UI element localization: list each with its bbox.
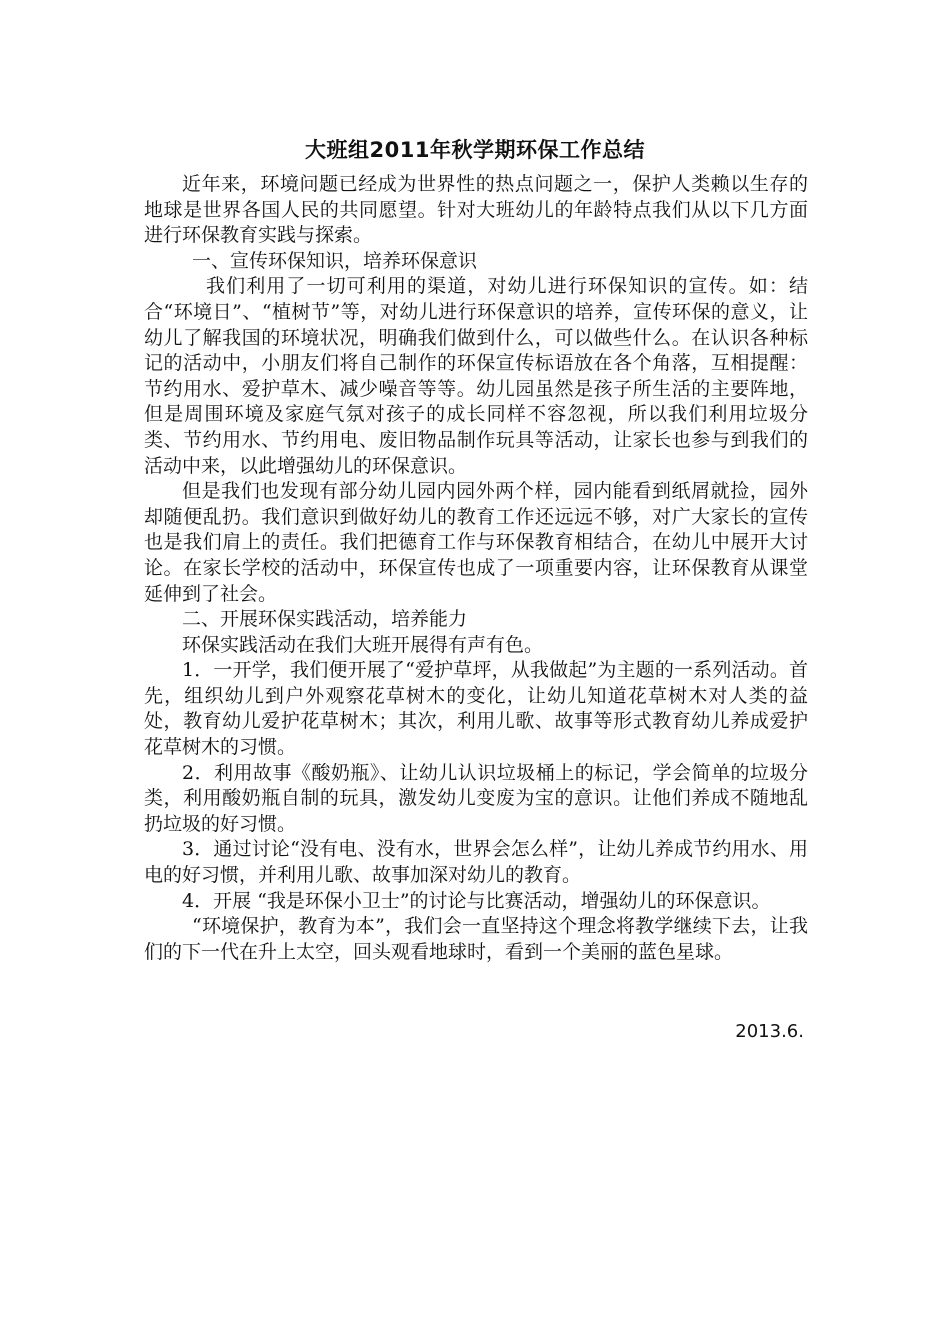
- section-heading-2: 二、开展环保实践活动，培养能力: [182, 608, 468, 631]
- paragraph-conclusion: “环境保护，教育为本”，我们会一直坚持这个理念将教学继续下去，让我们的下一代在升上太空，回头观看地球时，看到一个美丽的蓝色星球。: [144, 915, 808, 963]
- document-date: 2013.6.: [735, 1021, 804, 1042]
- section-heading-1: 一、宣传环保知识，培养环保意识: [192, 249, 478, 272]
- list-item-3: 3．通过讨论“没有电、没有水，世界会怎么样”，让幼儿养成节约用水、用电的好习惯，并利用儿歌、故事加深对幼儿的教育。: [144, 838, 808, 887]
- paragraph-intro: 近年来，环境问题已经成为世界性的热点问题之一，保护人类赖以生存的地球是世界各国人民的共同愿望。针对大班幼儿的年龄特点我们从以下几方面进行环保教育实践与探索。: [144, 173, 808, 247]
- document-title: 大班组2011年秋学期环保工作总结: [305, 138, 645, 162]
- list-item-2: 2．利用故事《酸奶瓶》、让幼儿认识垃圾桶上的标记，学会简单的垃圾分类，利用酸奶瓶自制的玩具，激发幼儿变废为宝的意识。让他们养成不随地乱扔垃圾的好习惯。: [144, 761, 808, 835]
- paragraph-problem: 但是我们也发现有部分幼儿园内园外两个样，园内能看到纸屑就捡，园外却随便乱扔。我们意识到做好幼儿的教育工作还远远不够，对广大家长的宣传也是我们肩上的责任。我们把德育工作与环保教育相结合，在幼儿中展开大讨论。在家长学校的活动中，环保宣传也成了一项重要内容，让环保教育从课堂延伸到了社会。: [144, 480, 808, 605]
- paragraph-publicity: 我们利用了一切可利用的渠道，对幼儿进行环保知识的宣传。如：结合“环境日”、“植树节”等，对幼儿进行环保意识的培养，宣传环保的意义，让幼儿了解我国的环境状况，明确我们做到什么，可以做些什么。在认识各种标记的活动中，小朋友们将自己制作的环保宣传标语放在各个角落，互相提醒：节约用水、爱护草木、减少噪音等等。幼儿园虽然是孩子所生活的主要阵地，但是周围环境及家庭气氛对孩子的成长同样不容忽视，所以我们利用垃圾分类、节约用水、节约用电、废旧物品制作玩具等活动，让家长也参与到我们的活动中来，以此增强幼儿的环保意识。: [144, 275, 808, 477]
- paragraph-practice-intro: 环保实践活动在我们大班开展得有声有色。: [182, 633, 544, 656]
- list-item-4: 4．开展 “我是环保小卫士”的讨论与比赛活动，增强幼儿的环保意识。: [182, 889, 771, 912]
- list-item-1: 1．一开学，我们便开展了“爱护草坪，从我做起”为主题的一系列活动。首先，组织幼儿到户外观察花草树木的变化，让幼儿知道花草树木对人类的益处，教育幼儿爱护花草树木；其次，利用儿歌、故事等形式教育幼儿养成爱护花草树木的习惯。: [144, 659, 808, 759]
- document-body: [144, 172, 808, 965]
